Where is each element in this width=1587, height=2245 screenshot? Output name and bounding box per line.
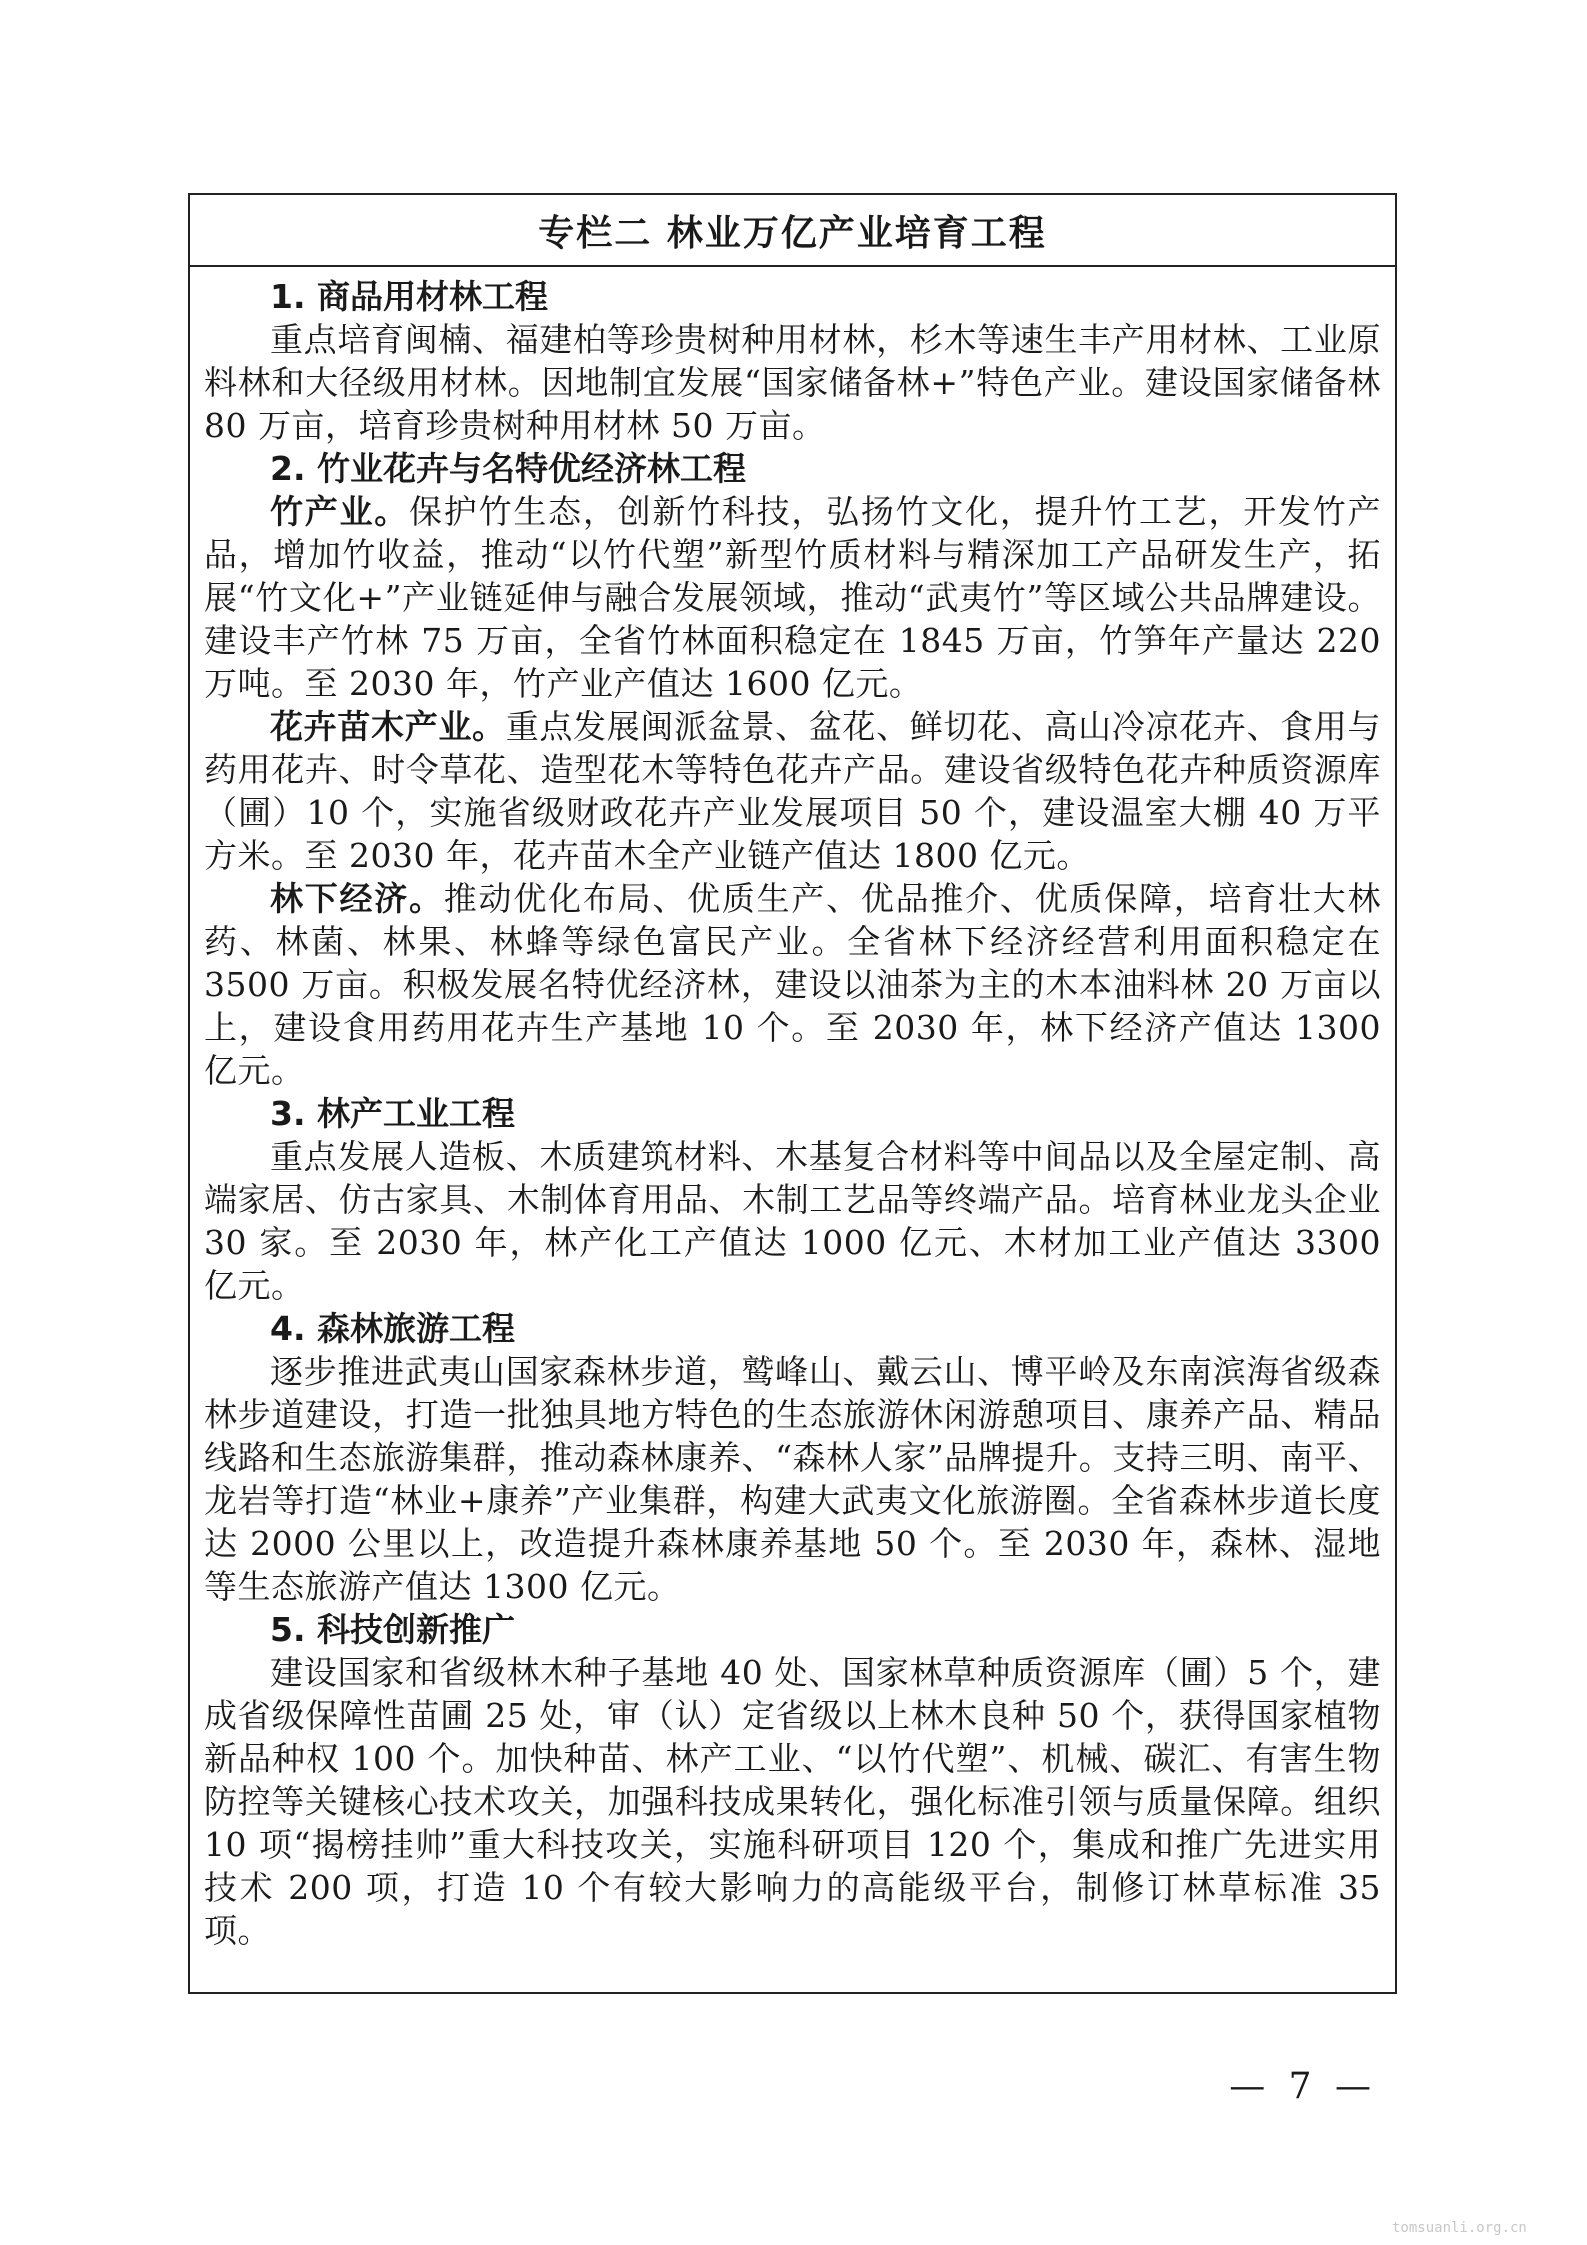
paragraph-lead: 竹产业。	[270, 492, 410, 531]
section-2	[204, 447, 1381, 1092]
column-box	[188, 193, 1397, 1994]
section-paragraph	[204, 705, 1381, 877]
paragraph-text: 建设国家和省级林木种子基地 40 处、国家林草种质资源库（圃）5 个，建成省级保障性苗圃 25 处，审（认）定省级以上林木良种 50 个，获得国家植物新品种权 100 个。加快种苗、林产工业、“以竹代塑”、机械、碳汇、有害生物防控等关键核心技术攻关，加强科技成果转化，强化标准引领与质量保障。组织 10 项“揭榜挂帅”重大科技攻关，实施科研项目 120 个，集成和推广先进实用技术 200 项，打造 10 个有较大影响力的高能级平台，制修订林草标准 35 项。	[204, 1653, 1381, 1950]
section-paragraph	[204, 1135, 1381, 1307]
paragraph-text: 推动优化布局、优质生产、优品推介、优质保障，培育壮大林药、林菌、林果、林蜂等绿色富民产业。全省林下经济经营利用面积稳定在 3500 万亩。积极发展名特优经济林，建设以油茶为主的木本油料林 20 万亩以上，建设食用药用花卉生产基地 10 个。至 2030 年，林下经济产值达 1300 亿元。	[204, 879, 1382, 1090]
section-heading: 4. 森林旅游工程	[270, 1309, 515, 1348]
section-paragraph	[204, 318, 1381, 447]
section-paragraph	[204, 1651, 1381, 1952]
column-title: 专栏二 林业万亿产业培育工程	[190, 195, 1395, 267]
paragraph-lead: 林下经济。	[270, 879, 444, 918]
section-paragraph	[204, 877, 1381, 1092]
paragraph-text: 重点培育闽楠、福建柏等珍贵树种用材林，杉木等速生丰产用材林、工业原料林和大径级用材林。因地制宜发展“国家储备林+”特色产业。建设国家储备林 80 万亩，培育珍贵树种用材林 50 万亩。	[204, 320, 1381, 445]
paragraph-text: 重点发展闽派盆景、盆花、鲜切花、高山冷凉花卉、食用与药用花卉、时令草花、造型花木等特色花卉产品。建设省级特色花卉种质资源库（圃）10 个，实施省级财政花卉产业发展项目 50 个，建设温室大棚 40 万平方米。至 2030 年，花卉苗木全产业链产值达 1800 亿元。	[204, 707, 1381, 875]
section-5	[204, 1608, 1381, 1952]
column-body	[190, 267, 1395, 1952]
page-number: — 7 —	[1229, 2066, 1377, 2107]
paragraph-text: 保护竹生态，创新竹科技，弘扬竹文化，提升竹工艺，开发竹产品，增加竹收益，推动“以竹代塑”新型竹质材料与精深加工产品研发生产，拓展“竹文化+”产业链延伸与融合发展领域，推动“武夷竹”等区域公共品牌建设。建设丰产竹林 75 万亩，全省竹林面积稳定在 1845 万亩，竹笋年产量达 220 万吨。至 2030 年，竹产业产值达 1600 亿元。	[204, 492, 1382, 703]
section-heading: 2. 竹业花卉与名特优经济林工程	[270, 449, 746, 488]
paragraph-lead: 花卉苗木产业。	[270, 707, 506, 746]
section-heading: 3. 林产工业工程	[270, 1094, 515, 1133]
section-3	[204, 1092, 1381, 1307]
section-heading: 5. 科技创新推广	[270, 1610, 515, 1649]
section-paragraph	[204, 490, 1381, 705]
section-paragraph	[204, 1350, 1381, 1608]
section-heading: 1. 商品用材林工程	[270, 277, 548, 316]
section-4	[204, 1307, 1381, 1608]
paragraph-text: 重点发展人造板、木质建筑材料、木基复合材料等中间品以及全屋定制、高端家居、仿古家具、木制体育用品、木制工艺品等终端产品。培育林业龙头企业 30 家。至 2030 年，林产化工产值达 1000 亿元、木材加工业产值达 3300 亿元。	[204, 1137, 1381, 1305]
watermark-text: tomsuanli.org.cn	[1392, 2220, 1527, 2236]
section-1	[204, 275, 1381, 447]
paragraph-text: 逐步推进武夷山国家森林步道，鹫峰山、戴云山、博平岭及东南滨海省级森林步道建设，打造一批独具地方特色的生态旅游休闲游憩项目、康养产品、精品线路和生态旅游集群，推动森林康养、“森林人家”品牌提升。支持三明、南平、龙岩等打造“林业+康养”产业集群，构建大武夷文化旅游圈。全省森林步道长度达 2000 公里以上，改造提升森林康养基地 50 个。至 2030 年，森林、湿地等生态旅游产值达 1300 亿元。	[204, 1352, 1381, 1606]
